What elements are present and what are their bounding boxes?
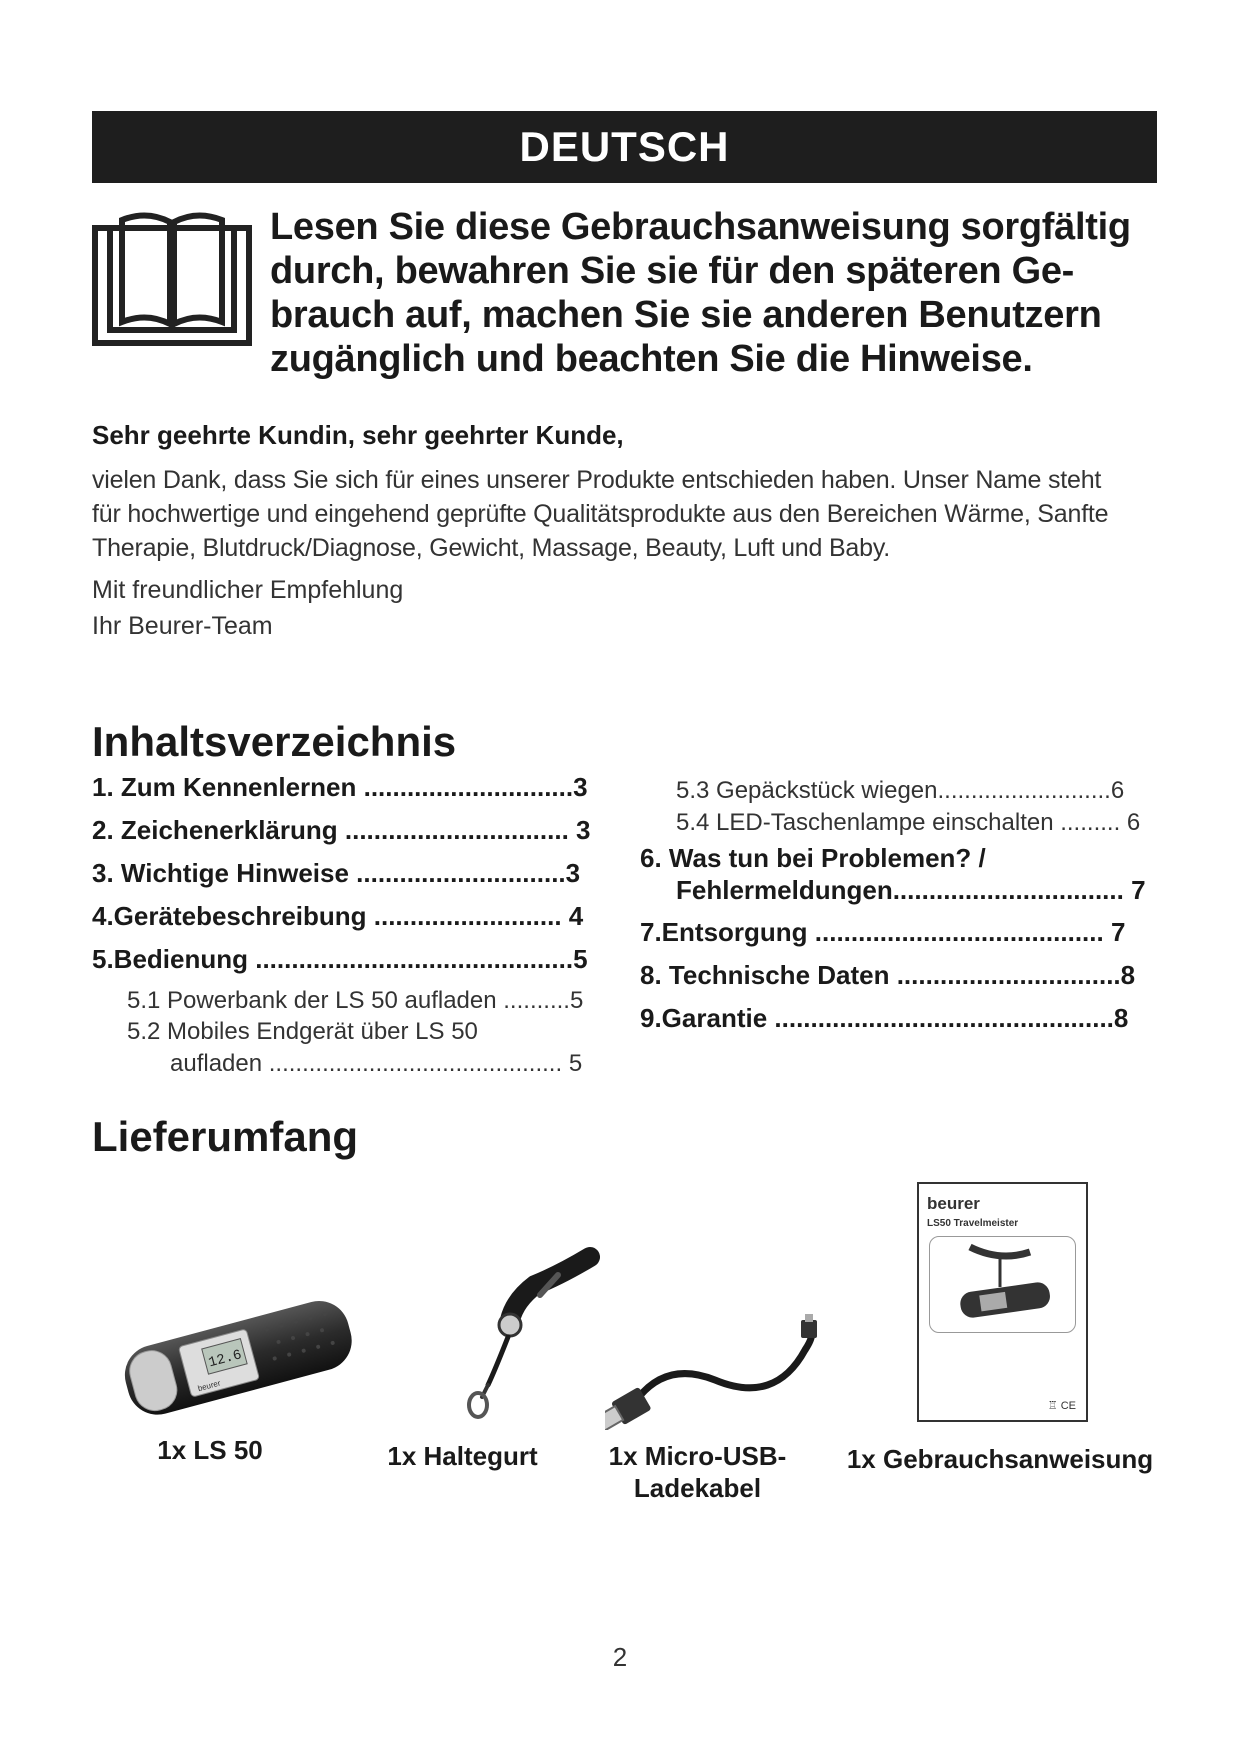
usb-caption-line: Ladekabel <box>633 1473 762 1503</box>
toc-item[interactable]: Fehlermeldungen................................ 7 <box>676 875 1146 905</box>
usb-cable-image <box>605 1310 825 1430</box>
toc-subitem[interactable]: 5.2 Mobiles Endgerät über LS 50 <box>127 1018 478 1045</box>
ls50-device-image <box>112 1268 362 1438</box>
open-book-icon <box>92 208 252 346</box>
intro-notice <box>270 205 1170 381</box>
page-number: 2 <box>612 1642 628 1672</box>
ls50-caption: 1x LS 50 <box>157 1435 263 1465</box>
manual-certification-marks: ♖ CE <box>1047 1400 1076 1412</box>
greeting-body <box>92 463 1162 565</box>
salutation: Sehr geehrte Kundin, sehr geehrter Kunde, <box>92 420 624 450</box>
usb-cable-caption <box>605 1440 790 1504</box>
toc-item[interactable]: 4.Gerätebeschreibung .......................... 4 <box>92 901 584 931</box>
strap-image <box>440 1245 600 1420</box>
intro-line: durch, bewahren Sie sie für den späteren Ge- <box>270 250 1075 292</box>
toc-subitem[interactable]: aufladen ............................................ 5 <box>170 1050 583 1077</box>
strap-caption: 1x Haltegurt <box>387 1441 538 1471</box>
intro-line: Lesen Sie diese Gebrauchsanweisung sorgfältig <box>270 206 1131 248</box>
toc-item[interactable]: 8. Technische Daten ...............................8 <box>640 960 1136 990</box>
closing-line: Mit freundlicher Empfehlung <box>92 576 404 604</box>
intro-line: zugänglich und beachten Sie die Hinweise. <box>270 338 1033 380</box>
manual-model: LS50 Travelmeister <box>927 1218 1019 1229</box>
body-line: vielen Dank, dass Sie sich für eines unserer Produkte entschieden haben. Unser Name steht <box>92 466 1102 494</box>
toc-heading: Inhaltsverzeichnis <box>92 718 457 765</box>
manual-photo <box>929 1236 1076 1333</box>
toc-item[interactable]: 6. Was tun bei Problemen? / <box>640 843 986 873</box>
toc-item[interactable]: 5.Bedienung ............................................5 <box>92 944 588 974</box>
body-line: Therapie, Blutdruck/Diagnose, Gewicht, Massage, Beauty, Luft und Baby. <box>92 534 891 562</box>
toc-item[interactable]: 7.Entsorgung ........................................ 7 <box>640 917 1126 947</box>
toc-subitem[interactable]: 5.3 Gepäckstück wiegen..........................6 <box>676 777 1125 804</box>
body-line: für hochwertige und eingehend geprüfte Qualitätsprodukte aus den Bereichen Wärme, Sanfte <box>92 500 1109 528</box>
toc-subitem[interactable]: 5.1 Powerbank der LS 50 aufladen ..........5 <box>127 987 584 1014</box>
closing-signature: Ihr Beurer-Team <box>92 612 273 640</box>
device-display: 12.6 <box>206 1347 244 1372</box>
toc-subitem[interactable]: 5.4 LED-Taschenlampe einschalten ......... 6 <box>676 809 1141 836</box>
intro-line: brauch auf, machen Sie sie anderen Benutzern <box>270 294 1102 336</box>
usb-caption-line: 1x Micro-USB- <box>608 1441 787 1471</box>
toc-item[interactable]: 2. Zeichenerklärung ............................... 3 <box>92 815 591 845</box>
toc-item[interactable]: 3. Wichtige Hinweise .............................3 <box>92 858 581 888</box>
manual-image <box>917 1182 1088 1422</box>
manual-caption: 1x Gebrauchsanweisung <box>846 1444 1154 1474</box>
manual-brand: beurer <box>927 1194 980 1213</box>
lieferumfang-heading: Lieferumfang <box>92 1113 359 1160</box>
toc-item[interactable]: 1. Zum Kennenlernen .............................3 <box>92 772 588 802</box>
device-brand: beurer <box>196 1378 222 1394</box>
language-banner: DEUTSCH <box>92 111 1157 183</box>
closing <box>92 572 403 644</box>
toc-item[interactable]: 9.Garantie ...............................................8 <box>640 1003 1129 1033</box>
